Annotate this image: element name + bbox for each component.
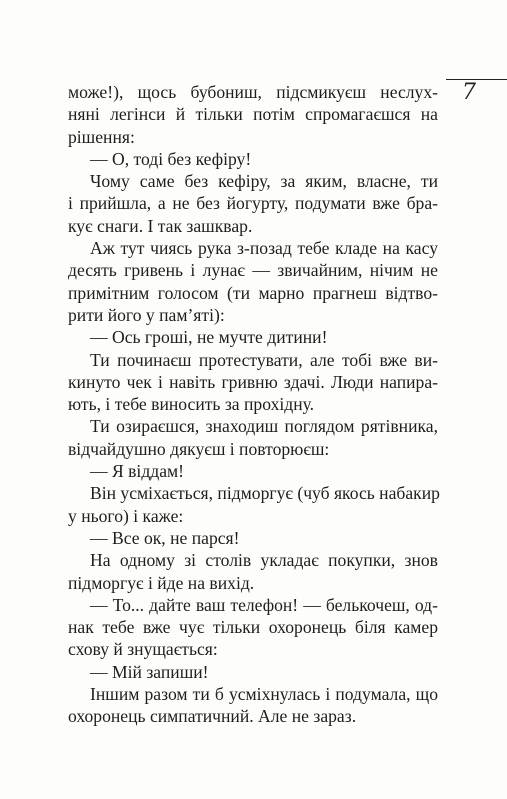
text-line: Він усміхається, підморгує (чуб якось набакир (90, 483, 440, 504)
text-line: охоронець симпатичний. Але не зараз. (68, 706, 357, 727)
text-line: ють, і тебе виносить за прохідну. (68, 394, 315, 415)
text-line: Ти починаєш протестувати, але тобі вже ви- (90, 349, 438, 370)
body-text (68, 81, 438, 728)
text-line: підморгує і йде на вихід. (68, 572, 255, 593)
text-line: рити його у пам’яті): (68, 304, 225, 325)
text-line: у нього) і каже: (68, 505, 184, 526)
text-line: схову й знущається: (68, 639, 218, 660)
text-line: Ти озираєшся, знаходиш поглядом рятівника, (90, 416, 438, 437)
text-line: може!), щось бубониш, підсмикуєш неслух- (68, 82, 438, 102)
text-line: — Мій запиши! (90, 661, 209, 682)
text-line: — Ось гроші, не мучте дитини! (90, 327, 328, 348)
text-line: — Все ок, не парся! (90, 527, 240, 548)
header-rule (446, 79, 507, 80)
text-line: няні легінси й тільки потім спромагаєшся на (68, 104, 438, 125)
text-line: десять гривень і лунає — звичайним, нічим не (68, 260, 438, 281)
text-line: — Я віддам! (90, 461, 185, 482)
text-line: кує снаги. І так зашквар. (68, 215, 253, 236)
text-line: — О, тоді без кефіру! (90, 148, 252, 169)
text-line: рішення: (68, 126, 135, 147)
text-line: Іншим разом ти б усміхнулась і подумала, що (90, 684, 438, 705)
text-line: нак тебе вже чує тільки охоронець біля камер (68, 617, 438, 638)
text-line: відчайдушно дякуєш і повторюєш: (68, 438, 330, 459)
text-line: — То... дайте ваш телефон! — белькочеш, од- (90, 594, 438, 615)
text-line: примітним голосом (ти марно прагнеш відтво- (68, 282, 438, 303)
text-line: кинуто чек і навіть гривню здачі. Люди напира- (68, 371, 438, 392)
text-line: Аж тут чиясь рука з-позад тебе кладе на касу (90, 238, 438, 259)
text-line: і прийшла, а не без йогурту, подумати вже бра- (68, 193, 438, 214)
text-line: На одному зі столів укладає покупки, знов (90, 550, 438, 571)
page-number: 7 (462, 80, 476, 105)
text-line: Чому саме без кефіру, за яким, власне, ти (90, 171, 438, 192)
